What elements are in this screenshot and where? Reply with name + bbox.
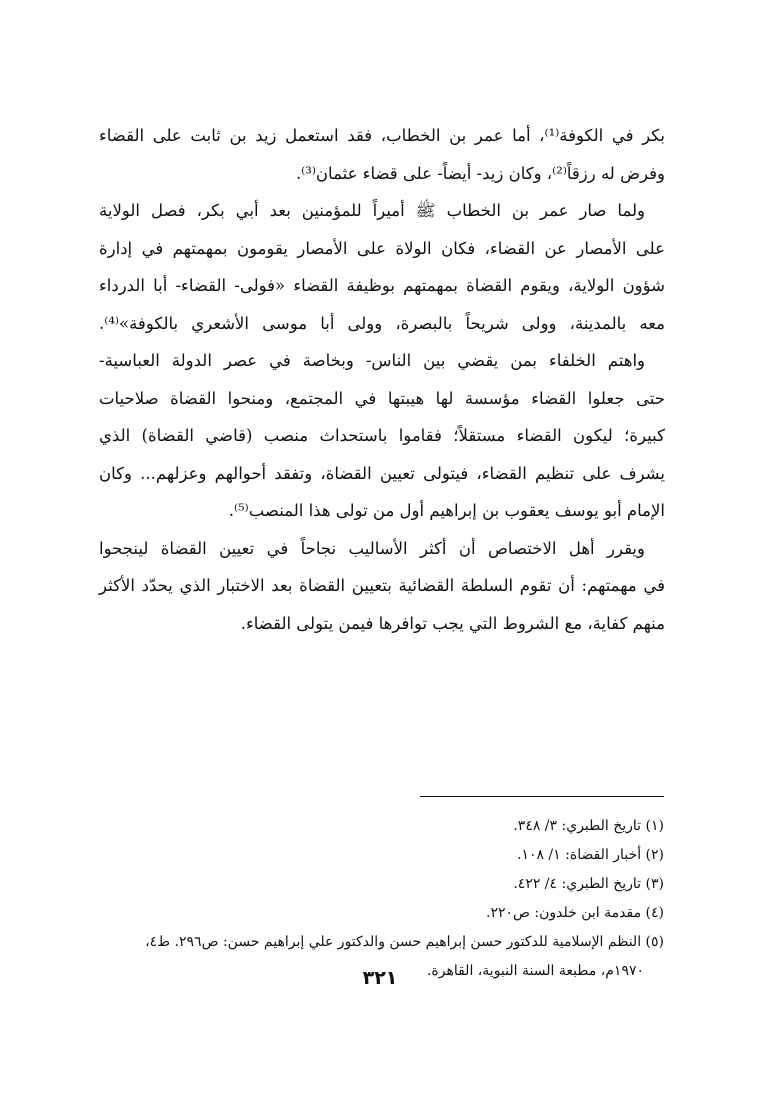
body-line-9: كبيرة؛ ليكون القضاء مستقلاً؛ فقاموا باستحداث منصب (قاضي القضاة) الذي bbox=[99, 426, 665, 445]
body-line-14: منهم كفاية، مع الشروط التي يجب توافرها فيمن يتولى القضاء. bbox=[240, 613, 665, 633]
page-number: ٣٢١ bbox=[362, 967, 398, 989]
footnote-2: (٢) أخبار القضاة: ١/ ١٠٨. bbox=[516, 847, 664, 863]
body-line-10: يشرف على تنظيم القضاء، فيتولى تعيين القضاة، وتفقد أحوالهم وعزلهم... وكان bbox=[99, 463, 665, 483]
body-line-11: الإمام أبو يوسف يعقوب بن إبراهيم أول من تولى هذا المنصب⁽⁵⁾. bbox=[228, 501, 665, 520]
body-line-8: حتى جعلوا القضاء مؤسسة لها هيبتها في المجتمع، ومنحوا القضاة صلاحيات bbox=[99, 388, 665, 408]
footnote-1: (١) تاريخ الطبري: ٣/ ٣٤٨. bbox=[513, 818, 664, 834]
body-line-5: شؤون الولاية، ويقوم القضاة بمهمتهم بوظيفة القضاء «فولى- القضاء- أبا الدرداء bbox=[99, 276, 665, 295]
body-line-3: ولما صار عمر بن الخطاب ﷺ أميراً للمؤمنين بعد أبي بكر، فصل الولاية bbox=[99, 201, 645, 220]
body-line-7: واهتم الخلفاء بمن يقضي بين الناس- وبخاصة في عصر الدولة العباسية- bbox=[99, 351, 645, 370]
footnote-5-continuation: ١٩٧٠م، مطبعة السنة النبوية، القاهرة. bbox=[426, 963, 644, 979]
body-line-12: ويقرر أهل الاختصاص أن أكثر الأساليب نجاحاً في تعيين القضاة لينجحوا bbox=[99, 538, 645, 558]
body-line-1: بكر في الكوفة⁽¹⁾، أما عمر بن الخطاب، فقد استعمل زيد بن ثابت على القضاء bbox=[99, 126, 665, 145]
body-line-2: وفرض له رزقاً⁽²⁾، وكان زيد- أيضاً- على قضاء عثمان⁽³⁾. bbox=[295, 163, 665, 183]
footnote-divider bbox=[420, 796, 664, 797]
body-line-6: معه بالمدينة، وولى شريحاً بالبصرة، وولى أبا موسى الأشعري بالكوفة»⁽⁴⁾. bbox=[99, 313, 665, 333]
body-line-4: على الأمصار عن القضاء، فكان الولاة على الأمصار يقومون بمهمتهم في إدارة bbox=[99, 238, 665, 258]
body-text bbox=[99, 117, 665, 642]
body-line-13: في مهمتهم: أن تقوم السلطة القضائية بتعيين القضاة بعد الاختبار الذي يحدّد الأكثر bbox=[99, 576, 665, 595]
footnotes bbox=[94, 812, 664, 986]
footnote-4: (٤) مقدمة ابن خلدون: ص٢٢٠. bbox=[486, 905, 664, 921]
footnote-5: (٥) النظم الإسلامية للدكتور حسن إبراهيم حسن والدكتور علي إبراهيم حسن: ص٢٩٦. ط٤، bbox=[145, 934, 664, 950]
footnote-3: (٣) تاريخ الطبري: ٤/ ٤٢٢. bbox=[513, 876, 664, 892]
